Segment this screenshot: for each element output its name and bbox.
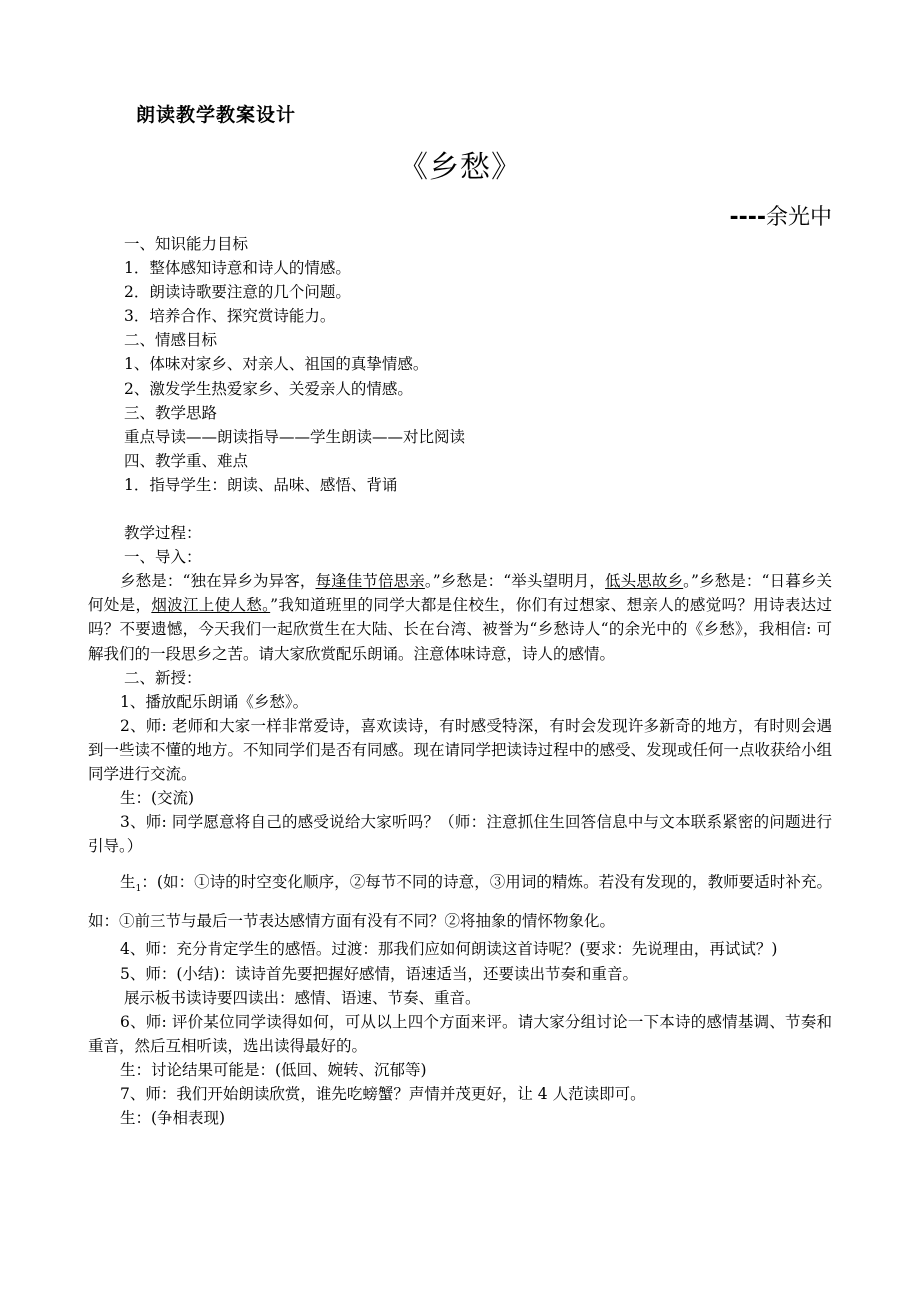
step-3: 3、师: 同学愿意将自己的感受说给大家听吗？（师：注意抓住生回答信息中与文本联系紧密的问题进行引导。） bbox=[88, 813, 832, 856]
section-heading-3: 三、教学思路 bbox=[124, 403, 218, 422]
author-line bbox=[729, 200, 832, 231]
list-item: 3．培养合作、探究赏诗能力。 bbox=[124, 307, 336, 326]
intro-heading: 一、导入： bbox=[124, 548, 202, 567]
step-2: 2、师: 老师和大家一样非常爱诗，喜欢读诗，有时感受特深，有时会发现许多新奇的地方，有时则会遇到一些读不懂的地方。不知同学们是否有同感。现在请同学把读诗过程中的感受、发现或任何一点收获给小组同学进行交流。 bbox=[88, 716, 833, 783]
underlined-quote: 烟波江上使人愁。 bbox=[151, 596, 271, 615]
list-item: 1、体味对家乡、对亲人、祖国的真挚情感。 bbox=[124, 355, 429, 374]
step-6-student: 生：讨论结果可能是：(低回、婉转、沉郁等) bbox=[120, 1060, 427, 1079]
list-item: 1．整体感知诗意和诗人的情感。 bbox=[124, 259, 351, 278]
underlined-quote: 每逢佳节倍思亲 bbox=[315, 572, 425, 591]
step-7-student: 生：(争相表现) bbox=[120, 1109, 226, 1128]
step-3-student: 生$_1$：(如：①诗的时空变化顺序，②每节不同的诗意，③用词的精炼。若没有发现的，教师要适时补充。如：①前三节与最后一节表达感情方面有没有不同？②将抽象的情怀物象化。 bbox=[88, 873, 832, 931]
author-dashes: ---- bbox=[729, 205, 766, 230]
step-4: 4、师：充分肯定学生的感悟。过渡：那我们应如何朗读这首诗呢？(要求：先说理由，再试试？) bbox=[120, 940, 778, 959]
section-heading-1: 一、知识能力目标 bbox=[124, 235, 249, 253]
step-2-student: 生：(交流) bbox=[120, 789, 195, 808]
list-item: 2、激发学生热爱家乡、关爱亲人的情感。 bbox=[124, 379, 413, 398]
list-item: 1．指导学生：朗读、品味、感悟、背诵 bbox=[124, 475, 398, 494]
step-7: 7、师：我们开始朗读欣赏，谁先吃螃蟹？声情并茂更好，让 4 人范读即可。 bbox=[120, 1085, 646, 1103]
teaching-path: 重点导读——朗读指导——学生朗读——对比阅读 bbox=[124, 427, 466, 446]
new-lesson-heading: 二、新授： bbox=[124, 668, 202, 687]
page-title: 《乡愁》 bbox=[398, 150, 522, 185]
list-item: 2．朗读诗歌要注意的几个问题。 bbox=[124, 283, 351, 302]
section-heading-4: 四、教学重、难点 bbox=[124, 451, 249, 470]
intro-paragraph: 乡愁是：“独在异乡为异客，每逢佳节倍思亲。”乡愁是：“举头望明月，低头思故乡。”乡愁是：“日暮乡关何处是，烟波江上使人愁。”我知道班里的同学大都是住校生，你们有过想家、想亲人的感觉吗？用诗表达过吗？不要遗憾，今天我们一起欣赏生在大陆、长在台湾、被誉为“乡愁诗人“的余光中的《乡愁》，我相信: 可解我们的一段思乡之苦。请大家欣赏配乐朗诵。注意体味诗意，诗人的感情。 bbox=[88, 572, 832, 663]
header-title: 朗读教学教案设计 bbox=[136, 104, 297, 126]
process-heading: 教学过程： bbox=[124, 524, 202, 543]
step-1: 1、播放配乐朗诵《乡愁》。 bbox=[120, 692, 309, 711]
document-body bbox=[88, 232, 832, 1130]
author-name: 余光中 bbox=[765, 205, 832, 230]
step-5-board: 展示板书读诗要四读出：感情、语速、节奏、重音。 bbox=[124, 988, 481, 1007]
step-6: 6、师: 评价某位同学读得如何，可从以上四个方面来评。请大家分组讨论一下本诗的感情基调、节奏和重音，然后互相听读，选出读得最好的。 bbox=[88, 1012, 832, 1055]
underlined-quote: 低头思故乡 bbox=[605, 572, 684, 591]
step-5: 5、师：(小结)：读诗首先要把握好感情，语速适当，还要读出节奏和重音。 bbox=[120, 964, 638, 983]
section-heading-2: 二、情感目标 bbox=[124, 331, 218, 350]
